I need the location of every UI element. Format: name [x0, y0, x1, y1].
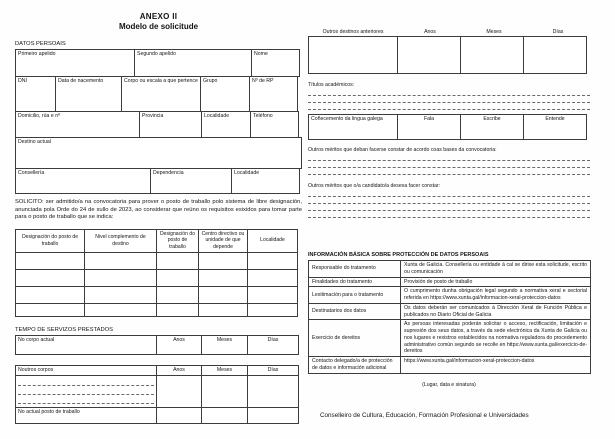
postos-cell[interactable] [198, 286, 248, 304]
field-segundo-apelido[interactable]: Segundo apelido [134, 49, 252, 77]
postos-header-nivel: Nivel complemento de destino [84, 229, 157, 253]
outros-destinos-cell[interactable] [523, 36, 587, 74]
postos-empty-row [15, 303, 302, 317]
right-column [308, 24, 590, 419]
outros-destinos-meses-label: Meses [486, 29, 502, 35]
proteccion-row-value: https://www.xunta.gal/informacion-xeral-proteccion-datos [401, 357, 591, 374]
field-grupo[interactable]: Grupo [200, 76, 250, 112]
postos-cell[interactable] [84, 252, 157, 270]
outros-destinos-cell[interactable] [308, 36, 398, 74]
write-in-line[interactable] [308, 168, 590, 175]
field-destino-actual[interactable]: Destino actual [15, 137, 302, 169]
footer-addressee: Conselleiro de Cultura, Educación, Formación Profesional e Universidades [320, 411, 529, 419]
postos-cell[interactable] [247, 286, 298, 304]
title-anexo: ANEXO II [139, 12, 178, 21]
write-in-line[interactable] [308, 211, 590, 218]
postos-cell[interactable] [84, 303, 157, 317]
title-modelo: Modelo de solicitude [118, 22, 199, 31]
titulos-writein-area[interactable] [308, 89, 590, 110]
postos-cell[interactable] [156, 269, 199, 287]
lingua-fala-cell[interactable]: Fala [397, 114, 461, 140]
tempo-empty-cell[interactable] [201, 375, 248, 408]
outros-destinos-dias-label: Días [552, 29, 564, 35]
titulos-label: Títulos académicos: [308, 82, 355, 88]
field-telefono[interactable]: Teléfono [250, 111, 299, 138]
left-column [15, 12, 302, 424]
postos-cell[interactable] [247, 252, 298, 270]
proteccion-row-label: Contacto delegado/a de protección de datos e información adicional [309, 357, 401, 374]
field-corpo-escala[interactable]: Corpo ou escala a que pertence [121, 76, 201, 112]
tempo-dias-cell[interactable]: Días [247, 335, 299, 355]
postos-cell[interactable] [247, 303, 298, 317]
postos-cell[interactable] [198, 252, 248, 270]
postos-empty-row [15, 269, 302, 287]
tempo-dias-cell: Días [247, 365, 299, 376]
tempo-corpo-actual-table [15, 335, 302, 355]
proteccion-row-value: O cumprimento dunha obrigación legal segundo a normativa xeral e sectorial referida en https://www.xunta.gal/informacion-xeral-proteccion-datos [401, 287, 591, 304]
write-in-line[interactable] [308, 103, 590, 110]
meritos-candidato-label: Outros méritos que o/a candidato/a desexa facer constar: [308, 183, 441, 189]
proteccion-row [309, 277, 591, 287]
write-in-line[interactable] [18, 379, 154, 386]
proteccion-row [309, 320, 591, 357]
tempo-noutros-corpos-label: Noutros corpos [15, 365, 157, 376]
tempo-empty-cell[interactable] [156, 407, 202, 424]
proteccion-row [309, 357, 591, 374]
outros-destinos-anos-label: Anos [424, 29, 436, 35]
proteccion-row-label: Destinatarios dos datos [309, 303, 401, 320]
field-localidade[interactable]: Localidade [201, 111, 251, 138]
proteccion-datos-table [308, 260, 591, 374]
lingua-escribe-cell[interactable]: Escribe [460, 114, 524, 140]
outros-destinos-table [308, 29, 590, 74]
postos-cell[interactable] [198, 303, 248, 317]
postos-header-localidade: Localidade [247, 229, 298, 253]
postos-cell[interactable] [156, 252, 199, 270]
write-in-line[interactable] [308, 89, 590, 96]
write-in-line[interactable] [308, 154, 590, 161]
tempo-anos-cell[interactable]: Anos [156, 335, 202, 355]
tempo-actual-posto-label: No actual posto de traballo [15, 407, 157, 424]
postos-cell[interactable] [156, 286, 199, 304]
postos-cell[interactable] [84, 269, 157, 287]
lingua-entende-cell[interactable]: Entende [523, 114, 587, 140]
tempo-meses-cell: Meses [201, 365, 248, 376]
write-in-line[interactable] [308, 204, 590, 211]
field-nome[interactable]: Nome [251, 49, 300, 77]
field-n-rp[interactable]: Nº de RP [249, 76, 298, 112]
postos-cell[interactable] [247, 269, 298, 287]
tempo-empty-cell[interactable] [247, 375, 299, 408]
tempo-anos-cell: Anos [156, 365, 202, 376]
write-in-line[interactable] [18, 388, 154, 395]
field-localidade-2[interactable]: Localidade [231, 168, 300, 194]
proteccion-row [309, 303, 591, 320]
outros-destinos-label: Outros destinos anteriores [322, 29, 384, 35]
proteccion-row [309, 287, 591, 304]
field-primeiro-apelido[interactable]: Primeiro apelido [15, 49, 135, 77]
field-data-nacemento[interactable]: Data de nacemento [55, 76, 122, 112]
tempo-empty-cell[interactable] [156, 375, 202, 408]
write-in-line[interactable] [18, 397, 154, 404]
postos-cell[interactable] [15, 252, 85, 270]
lingua-galega-label: Coñecemento da lingua galega [308, 114, 398, 140]
proteccion-row-value: Xunta de Galicia. Consellería ou entidade á cal se dirixe esta solicitude, escrito ou comunicación [401, 261, 591, 278]
meritos-candidato-writein-area[interactable] [308, 190, 590, 218]
postos-cell[interactable] [15, 286, 85, 304]
postos-header-designacion-2: Designación do posto de traballo [156, 229, 199, 253]
proteccion-row-value: Provisión de posto de traballo [401, 277, 591, 287]
postos-cell[interactable] [198, 269, 248, 287]
proteccion-row-label: Lexitimación para o tratamento [309, 287, 401, 304]
meritos-bases-writein-area[interactable] [308, 154, 590, 175]
field-dni[interactable]: DNI [15, 76, 56, 112]
postos-table [15, 229, 302, 317]
outros-destinos-cell[interactable] [460, 36, 524, 74]
postos-cell[interactable] [156, 303, 199, 317]
postos-cell[interactable] [15, 269, 85, 287]
lingua-galega-table [308, 114, 590, 140]
field-domicilio[interactable]: Domicilio, rúa e nº [15, 111, 140, 138]
meritos-bases-label: Outros méritos que deban facerse constar de acordo coas bases da convocatoria: [308, 147, 497, 153]
postos-cell[interactable] [84, 286, 157, 304]
proteccion-row-label: Exercicio de dereitos [309, 320, 401, 357]
postos-empty-row [15, 286, 302, 304]
write-in-line[interactable] [308, 96, 590, 103]
write-in-line[interactable] [308, 161, 590, 168]
proteccion-row-value: Os datos deberán ser comunicados á Dirección Xeral de Función Pública e publicados no Diario Oficial de Galicia [401, 303, 591, 320]
tempo-noutros-writein-area[interactable] [15, 375, 157, 408]
postos-header-centro: Centro directivo ou unidade de que depende [198, 229, 248, 253]
field-provincia[interactable]: Provincia [139, 111, 202, 138]
field-conselleria[interactable]: Consellería [15, 168, 151, 194]
proteccion-row-value: As persoas interesadas poderán solicitar o acceso, rectificación, limitación e supresión dos seus datos, a través da sede electrónica da Xunta de Galicia ou nos lugares e rexistros establecidos na normativa reguladora do procedemento administrativo común segundo se recolle en https://www.xunta.gal/exercicio-de-dereitos [401, 320, 591, 357]
datos-persoais-table [15, 49, 302, 194]
tempo-corpo-actual-label: No corpo actual [15, 335, 157, 355]
tempo-noutros-corpos-table [15, 365, 302, 424]
proteccion-row [309, 261, 591, 278]
postos-header-designacion-1: Designación do posto de traballo [15, 229, 85, 253]
tempo-empty-cell[interactable] [201, 407, 248, 424]
section-tempo-servizos: TEMPO DE SERVIZOS PRESTADOS [15, 326, 114, 333]
postos-empty-row [15, 252, 302, 270]
proteccion-row-label: Finalidades do tratamento [309, 277, 401, 287]
signature-note: (Lugar, data e sinatura) [422, 381, 476, 388]
write-in-line[interactable] [308, 190, 590, 197]
solicito-paragraph: SOLICITO: ser admitido/a na convocatoria para prover o posto de traballo polo sistema de libre designación, anunciada pola Orde do 24 de xullo de 2023, ao considerar que reúno os requisitos esixidos para tomar parte para o posto de traballo que se indica: [15, 199, 302, 221]
proteccion-datos-title: INFORMACIÓN BÁSICA SOBRE PROTECCIÓN DE DATOS PERSOAIS [308, 252, 489, 258]
field-dependencia[interactable]: Dependencia [150, 168, 232, 194]
postos-cell[interactable] [15, 303, 85, 317]
proteccion-row-label: Responsable do tratamento [309, 261, 401, 278]
form-title [15, 12, 302, 32]
write-in-line[interactable] [308, 197, 590, 204]
section-datos-persoais: DATOS PERSOAIS [15, 41, 66, 47]
outros-destinos-cell[interactable] [397, 36, 461, 74]
tempo-meses-cell[interactable]: Meses [201, 335, 248, 355]
tempo-empty-cell[interactable] [247, 407, 299, 424]
